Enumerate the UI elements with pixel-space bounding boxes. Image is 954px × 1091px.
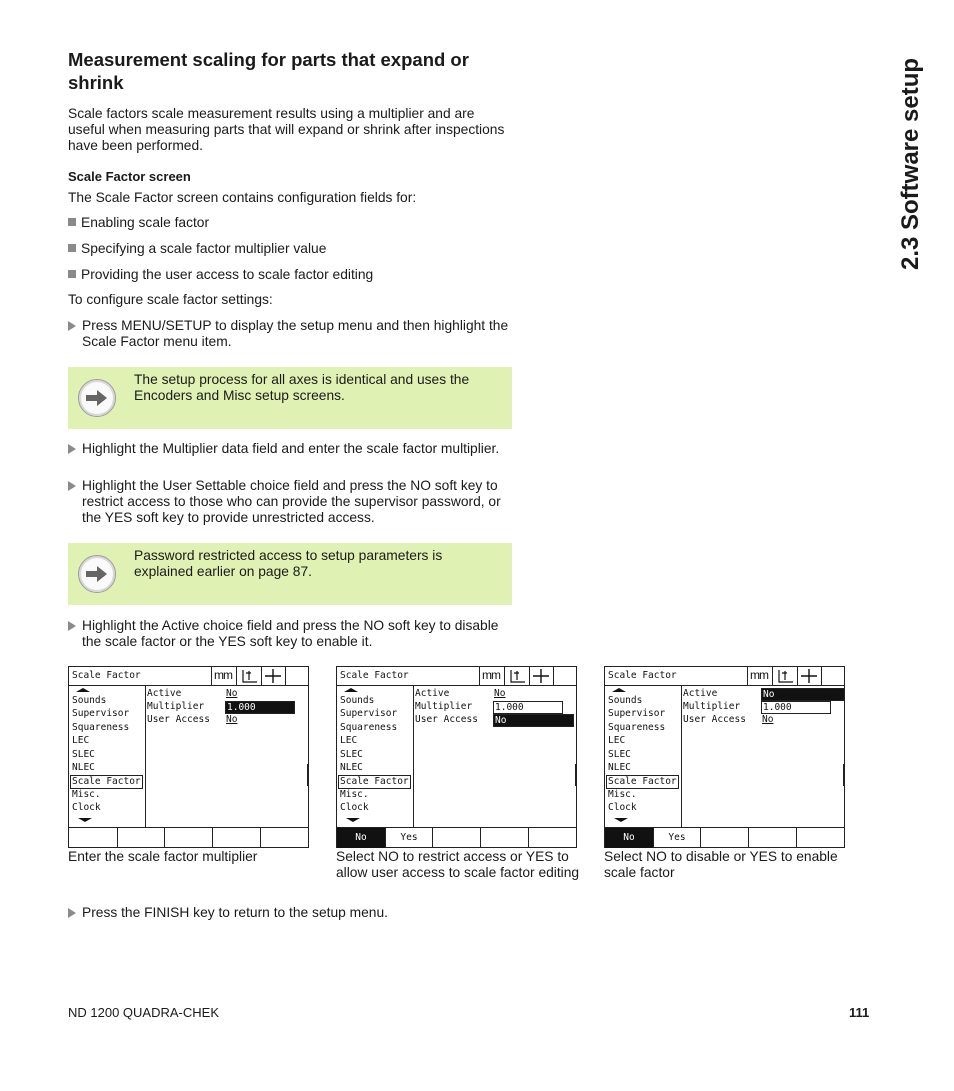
softkey-4[interactable] (749, 828, 797, 848)
datum-icon (775, 668, 795, 684)
screen-description: The Scale Factor screen contains configuration fields for: (68, 190, 417, 205)
menu-item-nlec[interactable]: NLEC (72, 762, 95, 773)
triangle-bullet-icon (68, 481, 76, 491)
scroll-up-icon[interactable] (76, 688, 90, 692)
square-bullet-icon (68, 244, 76, 252)
menu-item-squareness[interactable]: Squareness (340, 722, 398, 733)
softkey-5[interactable] (797, 828, 844, 848)
menu-item-nlec[interactable]: NLEC (608, 762, 631, 773)
menu-item-misc[interactable]: Misc. (608, 789, 637, 800)
scroll-down-icon[interactable] (614, 818, 628, 822)
note-text: Password restricted access to setup parameters is explained earlier on page 87. (134, 548, 443, 579)
scale-factor-screen-multiplier (68, 666, 309, 848)
softkey-3[interactable] (433, 828, 481, 848)
field-label-user-access: User Access (683, 714, 746, 725)
menu-item-supervisor[interactable]: Supervisor (608, 708, 666, 719)
step-item: Highlight the Active choice field and press the NO soft key to disable the scale factor or the YES soft key to enable it. (68, 618, 513, 652)
scroll-down-icon[interactable] (78, 818, 92, 822)
softkey-1[interactable] (69, 828, 118, 848)
menu-item-sounds[interactable]: Sounds (608, 695, 643, 706)
menu-item-nlec[interactable]: NLEC (340, 762, 363, 773)
caption-screen-3: Select NO to disable or YES to enable scale factor (604, 849, 838, 880)
softkey-3[interactable] (165, 828, 213, 848)
menu-item-slec[interactable]: SLEC (608, 749, 631, 760)
field-label-user-access: User Access (147, 714, 210, 725)
note-box (68, 367, 512, 429)
field-label-active: Active (415, 688, 450, 699)
screen-title: Scale Factor (608, 670, 677, 681)
menu-item-supervisor[interactable]: Supervisor (340, 708, 398, 719)
softkey-3[interactable] (701, 828, 749, 848)
setup-menu (337, 686, 414, 827)
footer-product-name: ND 1200 QUADRA-CHEK (68, 1005, 219, 1020)
menu-item-scale-factor[interactable]: Scale Factor (608, 776, 677, 787)
field-label-active: Active (147, 688, 182, 699)
field-label-active: Active (683, 688, 718, 699)
menu-item-sounds[interactable]: Sounds (72, 695, 107, 706)
multiplier-value[interactable]: 1.000 (225, 701, 295, 714)
menu-item-misc[interactable]: Misc. (72, 789, 101, 800)
softkey-5[interactable] (529, 828, 576, 848)
scale-factor-screen-active (604, 666, 845, 848)
active-value[interactable]: No (226, 688, 238, 699)
menu-item-scale-factor[interactable]: Scale Factor (72, 776, 141, 787)
configure-intro: To configure scale factor settings: (68, 292, 273, 307)
bullet-item: Providing the user access to scale factor editing (68, 267, 373, 283)
menu-item-sounds[interactable]: Sounds (340, 695, 375, 706)
setup-menu (605, 686, 682, 827)
chapter-sidebar-title: 2.3 Software setup (897, 57, 924, 271)
menu-item-slec[interactable]: SLEC (72, 749, 95, 760)
arrow-right-icon (78, 555, 116, 593)
triangle-bullet-icon (68, 908, 76, 918)
menu-item-clock[interactable]: Clock (608, 802, 637, 813)
softkey-bar (605, 827, 844, 848)
menu-item-slec[interactable]: SLEC (340, 749, 363, 760)
multiplier-value[interactable]: 1.000 (761, 701, 831, 714)
screen-title: Scale Factor (340, 670, 409, 681)
scroll-up-icon[interactable] (612, 688, 626, 692)
crosshair-icon (264, 668, 282, 684)
user-access-value[interactable]: No (226, 714, 238, 725)
page-number: 111 (849, 1005, 870, 1020)
triangle-bullet-icon (68, 444, 76, 454)
caption-screen-1: Enter the scale factor multiplier (68, 849, 258, 864)
square-bullet-icon (68, 218, 76, 226)
field-label-multiplier: Multiplier (683, 701, 741, 712)
subheading: Scale Factor screen (68, 169, 191, 184)
step-item: Highlight the User Settable choice field and press the NO soft key to restrict access to those who can provide the supervisor password, or the YES soft key to provide unrestricted access. (68, 478, 513, 528)
crosshair-icon (800, 668, 818, 684)
softkey-5[interactable] (261, 828, 308, 848)
menu-item-squareness[interactable]: Squareness (608, 722, 666, 733)
active-value[interactable]: No (761, 688, 845, 701)
menu-item-squareness[interactable]: Squareness (72, 722, 130, 733)
menu-item-clock[interactable]: Clock (72, 802, 101, 813)
square-bullet-icon (68, 270, 76, 278)
datum-icon (239, 668, 259, 684)
arrow-right-icon (78, 379, 116, 417)
menu-item-lec[interactable]: LEC (608, 735, 626, 746)
menu-item-scale-factor[interactable]: Scale Factor (340, 776, 409, 787)
softkey-no[interactable]: No (337, 828, 386, 848)
screen-title-bar (69, 667, 308, 686)
softkey-bar (69, 827, 308, 848)
bullet-item: Enabling scale factor (68, 215, 209, 231)
triangle-bullet-icon (68, 321, 76, 331)
softkey-4[interactable] (481, 828, 529, 848)
intro-paragraph: Scale factors scale measurement results using a multiplier and are useful when measuring parts that will expand or shrink after inspections have been performed. (68, 106, 505, 153)
menu-item-lec[interactable]: LEC (340, 735, 358, 746)
screen-title: Scale Factor (72, 670, 141, 681)
screen-title-bar (337, 667, 576, 686)
section-heading: Measurement scaling for parts that expand or shrink (68, 49, 469, 93)
caption-screen-2: Select NO to restrict access or YES to allow user access to scale factor editing (336, 849, 580, 880)
screen-title-bar (605, 667, 844, 686)
active-value[interactable]: No (494, 688, 506, 699)
datum-icon (507, 668, 527, 684)
scroll-down-icon[interactable] (346, 818, 360, 822)
menu-item-supervisor[interactable]: Supervisor (72, 708, 130, 719)
menu-item-lec[interactable]: LEC (72, 735, 90, 746)
softkey-2[interactable] (118, 828, 165, 848)
note-box (68, 543, 512, 605)
softkey-yes[interactable]: Yes (386, 828, 433, 848)
field-label-user-access: User Access (415, 714, 478, 725)
crosshair-icon (532, 668, 550, 684)
setup-menu (69, 686, 146, 827)
menu-item-clock[interactable]: Clock (340, 802, 369, 813)
unit-label: mm (482, 668, 500, 682)
softkey-bar (337, 827, 576, 848)
step-item: Press the FINISH key to return to the setup menu. (68, 905, 513, 923)
user-access-value[interactable]: No (762, 714, 774, 725)
note-text: The setup process for all axes is identical and uses the Encoders and Misc setup screens. (134, 372, 470, 403)
bullet-item: Specifying a scale factor multiplier value (68, 241, 326, 257)
menu-item-misc[interactable]: Misc. (340, 789, 369, 800)
triangle-bullet-icon (68, 621, 76, 631)
step-item: Press MENU/SETUP to display the setup menu and then highlight the Scale Factor menu item. (68, 318, 513, 352)
scale-factor-screen-user-access (336, 666, 577, 848)
multiplier-value[interactable]: 1.000 (493, 701, 563, 714)
unit-label: mm (750, 668, 768, 682)
softkey-no[interactable]: No (605, 828, 654, 848)
unit-label: mm (214, 668, 232, 682)
field-label-multiplier: Multiplier (415, 701, 473, 712)
field-label-multiplier: Multiplier (147, 701, 205, 712)
softkey-4[interactable] (213, 828, 261, 848)
scroll-up-icon[interactable] (344, 688, 358, 692)
softkey-yes[interactable]: Yes (654, 828, 701, 848)
step-item: Highlight the Multiplier data field and enter the scale factor multiplier. (68, 441, 513, 475)
user-access-value[interactable]: No (493, 714, 574, 727)
